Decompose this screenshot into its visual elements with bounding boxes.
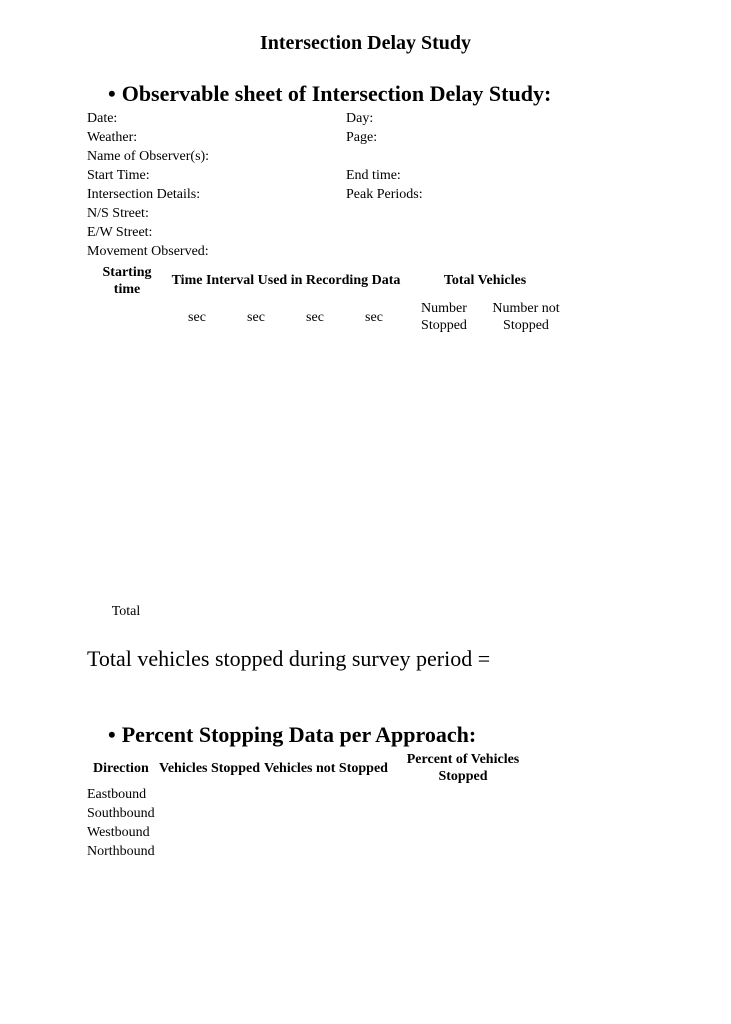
col-header-direction: Direction: [93, 761, 149, 776]
col-header-vehicles-not-stopped: Vehicles not Stopped: [264, 761, 388, 776]
col-header-starting-time: [92, 264, 162, 298]
field-day: Day:: [346, 111, 374, 126]
summary-total-stopped: Total vehicles stopped during survey period =: [87, 646, 491, 671]
interval-unit: sec: [247, 310, 265, 325]
percent-line1: Percent of Vehicles: [406, 752, 520, 767]
direction-northbound: Northbound: [87, 844, 155, 859]
total-row-label: Total: [111, 604, 141, 619]
interval-unit: sec: [365, 310, 383, 325]
col-header-percent-stopped: [398, 751, 528, 785]
field-peak-periods: Peak Periods:: [346, 187, 423, 202]
field-ns-street: N/S Street:: [87, 206, 149, 221]
field-intersection-details: Intersection Details:: [87, 187, 201, 202]
section-heading-observable: [108, 81, 551, 107]
field-end-time: End time:: [346, 168, 401, 183]
col-header-number-stopped: [410, 300, 478, 334]
col-header-vehicles-stopped: Vehicles Stopped: [159, 761, 261, 776]
interval-unit: sec: [188, 310, 206, 325]
bullet-icon: •: [108, 81, 116, 106]
field-observer: Name of Observer(s):: [87, 149, 210, 164]
col-header-starting-line1: Starting: [102, 265, 152, 280]
number-not-stopped-line2: Stopped: [503, 318, 549, 333]
direction-eastbound: Eastbound: [87, 787, 147, 802]
field-weather: Weather:: [87, 130, 138, 145]
direction-westbound: Westbound: [87, 825, 150, 840]
number-stopped-line1: Number: [421, 301, 467, 316]
col-header-total-vehicles: Total Vehicles: [443, 273, 527, 288]
col-header-starting-line2: time: [113, 282, 141, 297]
number-not-stopped-line1: Number not: [492, 301, 560, 316]
page-title: Intersection Delay Study: [259, 32, 472, 54]
percent-line2: Stopped: [438, 769, 488, 784]
number-stopped-line2: Stopped: [421, 318, 467, 333]
field-date: Date:: [87, 111, 118, 126]
section-heading-text: Percent Stopping Data per Approach:: [121, 722, 477, 747]
direction-southbound: Southbound: [87, 806, 155, 821]
bullet-icon: •: [108, 722, 116, 747]
field-page: Page:: [346, 130, 378, 145]
field-start-time: Start Time:: [87, 168, 150, 183]
interval-unit: sec: [306, 310, 324, 325]
col-header-time-interval: Time Interval Used in Recording Data: [171, 273, 401, 288]
col-header-number-not-stopped: [486, 300, 566, 334]
section-heading-text: Observable sheet of Intersection Delay Study:: [121, 81, 552, 106]
field-ew-street: E/W Street:: [87, 225, 153, 240]
field-movement-observed: Movement Observed:: [87, 244, 209, 259]
section-heading-percent-stopping: [108, 722, 476, 748]
